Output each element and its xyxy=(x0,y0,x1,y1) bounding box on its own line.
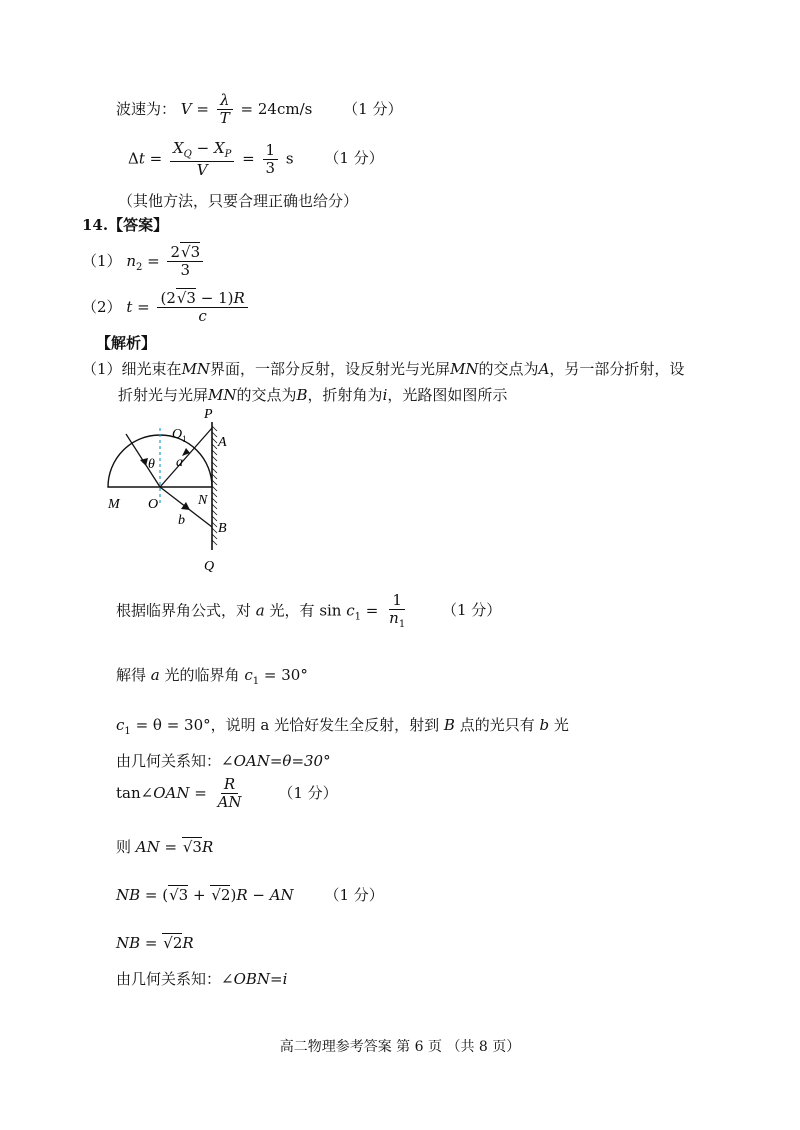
ray-b-arrow xyxy=(181,502,190,510)
step-nb-expression: NB = (√3 + √2)R − AN （1 分） xyxy=(116,886,384,904)
label-b: b xyxy=(178,513,185,528)
label-theta: θ xyxy=(148,457,155,472)
label-P: P xyxy=(204,407,213,422)
label-B: B xyxy=(218,521,227,536)
light-path-diagram xyxy=(104,404,244,574)
analysis-para-line1: （1）细光束在MN界面，一部分反射，设反射光与光屏MN的交点为A，另一部分折射，设 xyxy=(82,360,685,378)
step-geometry-1: 由几何关系知：∠OAN=θ=30° xyxy=(116,752,331,770)
step-total-reflection: $c_1 = \theta = 30^\circ$，说明 a 光恰好发生全反射，射到 B 点的光只有 b 光 xyxy=(116,716,569,737)
label-N: N xyxy=(198,493,208,508)
analysis-para-line2: 折射光与光屏MN的交点为B，折射角为i，光路图如图所示 xyxy=(118,386,508,404)
analysis-tag: 【解析】 xyxy=(96,334,157,352)
incident-arrow xyxy=(140,458,148,466)
answer-1: （1） $n_2$ = $\frac{2√3}{3}$ xyxy=(82,244,206,280)
q14-header: 14.【答案】 xyxy=(82,216,169,234)
step-tan: tan∠OAN = $\frac{R}{AN}$ （1 分） xyxy=(116,775,338,812)
label-M: M xyxy=(108,497,120,512)
step-nb-value: NB = √2R xyxy=(116,934,194,952)
step-critical-angle: 解得 a 光的临界角 $c_1 = 30^\circ$ xyxy=(116,666,308,687)
delta-t-line: Δt = $\frac{X_Q - X_P}{V}$ = $\frac{1}{3}$ s （1 分） xyxy=(128,139,384,179)
step-geometry-2: 由几何关系知：∠OBN=i xyxy=(116,970,288,988)
label-O: O xyxy=(148,497,159,512)
wave-speed-line: 波速为： V = $\frac{\lambda}{T}$ = 24cm/s （1 分） xyxy=(116,91,403,128)
label-a: a xyxy=(176,455,183,470)
page-footer: 高二物理参考答案 第 6 页 （共 8 页） xyxy=(279,1039,521,1055)
label-O1: $O_1$ xyxy=(172,427,187,444)
step-an: 则 AN = √3R xyxy=(116,838,214,856)
label-A: A xyxy=(218,435,227,450)
label-Q: Q xyxy=(204,559,215,574)
answer-2: （2） t = $\frac{(2√3 - 1)R}{c}$ xyxy=(82,290,251,326)
note-line: （其他方法，只要合理正确也给分） xyxy=(118,192,359,210)
step-critical-formula: 根据临界角公式，对 a 光，有 $\sin c_1$ = $\frac{1}{n_1}$ （1 分） xyxy=(116,591,502,631)
